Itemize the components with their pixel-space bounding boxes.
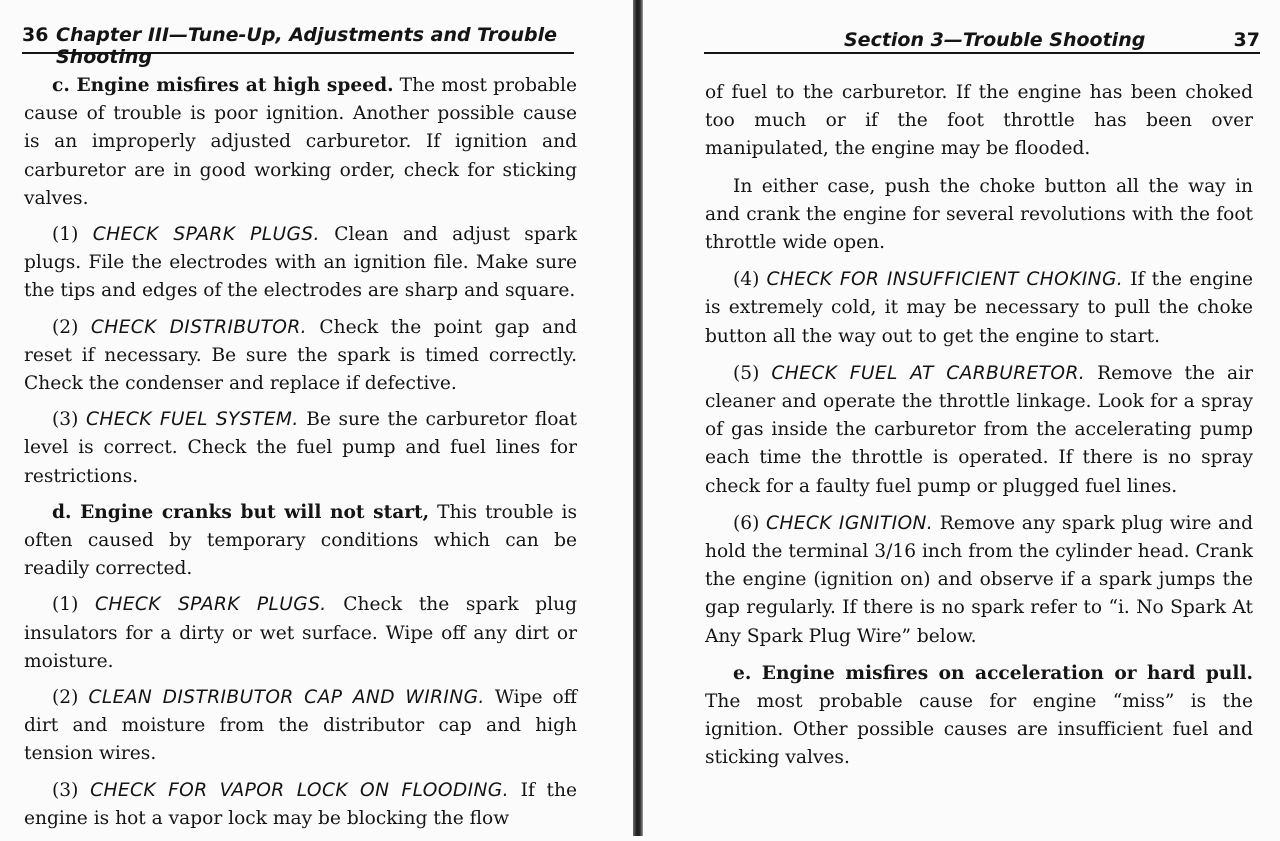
paragraph-text: Remove any spark plug wire and hold the terminal 3/16 inch from the cylinder head. Crank the engine (ignition on) and observe if a spark jumps the gap regularly. If there is no spark refer to “i. No Spark At Any Spark Plug Wire” below.	[705, 512, 1254, 647]
paragraph-d2	[24, 684, 577, 769]
right-page	[644, 0, 1280, 836]
paragraph-c1	[24, 221, 577, 306]
paragraph-lead: e. Engine misfires on acceleration or hard pull.	[733, 662, 1253, 684]
paragraph-text: Check the spark plug insulators for a dirty or wet surface. Wipe off any dirt or moisture.	[24, 594, 577, 672]
paragraph-text: This trouble is often caused by temporary conditions which can be readily corrected.	[24, 501, 578, 580]
paragraph-text: The most probable cause for engine “miss” is the ignition. Other possible causes are insufficient fuel and sticking valves.	[705, 691, 1253, 769]
item-number: (3)	[52, 409, 79, 431]
right-running-header	[704, 18, 1260, 54]
left-running-header	[22, 18, 574, 68]
paragraph-text: Clean and adjust spark plugs. File the electrodes with an ignition file. Make sure the tips and edges of the electrodes are sharp and square.	[24, 224, 577, 302]
item-heading: CHECK FOR INSUFFICIENT CHOKING.	[766, 269, 1124, 291]
paragraph-continued: of fuel to the carburetor. If the engine has been choked too much or if the foot throttle has been over manipulated, the engine may be flooded.	[705, 82, 1253, 160]
paragraph-text: The most probable cause of trouble is poor ignition. Another possible cause is an improperly adjusted carburetor. If ignition and carburetor are in good working order, check for sticking valves.	[24, 75, 577, 209]
item-heading: CHECK IGNITION.	[766, 512, 934, 534]
paragraph-d6	[705, 510, 1253, 651]
paragraph-d3	[24, 777, 577, 833]
paragraph-lead: d. Engine cranks but will not start,	[52, 501, 430, 523]
paragraph-lead: c. Engine misfires at high speed.	[52, 75, 394, 96]
book-gutter	[633, 0, 643, 836]
item-heading: CHECK FUEL SYSTEM.	[85, 409, 299, 431]
item-number: (5)	[733, 362, 760, 384]
item-number: (3)	[52, 779, 79, 801]
paragraph-choke: In either case, push the choke button all the way in and crank the engine for several revolutions with the foot throttle wide open.	[705, 175, 1253, 254]
item-heading: CHECK DISTRIBUTOR.	[90, 316, 307, 338]
running-head: Chapter III—Tune-Up, Adjustments and Trouble Shooting	[56, 24, 558, 68]
item-heading: CHECK SPARK PLUGS.	[92, 224, 320, 246]
item-heading: CHECK SPARK PLUGS.	[95, 594, 327, 616]
paragraph-text: If the engine is hot a vapor lock may be blocking the flow	[24, 779, 578, 829]
item-heading: CHECK FOR VAPOR LOCK ON FLOODING.	[90, 779, 509, 801]
paragraph-text: If the engine is extremely cold, it may be necessary to pull the choke button all the way out to get the engine to start.	[705, 269, 1254, 347]
paragraph-d1	[24, 591, 577, 676]
paragraph-text: Be sure the carburetor float level is correct. Check the fuel pump and fuel lines for restrictions.	[24, 409, 577, 487]
item-number: (2)	[52, 316, 79, 338]
left-page-body	[24, 72, 577, 841]
paragraph-text: Remove the air cleaner and operate the throttle linkage. Look for a spray of gas inside the carburetor from the accelerating pump each time the throttle is operated. If there is no spray check for a faulty fuel pump or plugged fuel lines.	[705, 362, 1253, 497]
item-number: (2)	[52, 687, 79, 709]
paragraph-c3	[24, 406, 577, 491]
paragraph-d4	[705, 266, 1253, 351]
item-number: (1)	[52, 594, 79, 616]
item-number: (6)	[733, 512, 760, 534]
paragraph-text: Check the point gap and reset if necessary. Be sure the spark is timed correctly. Check the condenser and replace if defective.	[24, 316, 577, 395]
left-page	[0, 0, 636, 836]
paragraph-c	[24, 72, 577, 213]
item-heading: CHECK FUEL AT CARBURETOR.	[771, 362, 1086, 384]
item-number: (1)	[52, 224, 79, 246]
right-page-body	[705, 79, 1253, 782]
paragraph-d	[24, 499, 577, 584]
page-number: 37	[1233, 29, 1260, 51]
paragraph-c2	[24, 314, 577, 399]
page-number: 36	[22, 24, 49, 46]
item-heading: CLEAN DISTRIBUTOR CAP AND WIRING.	[88, 687, 485, 709]
running-head: Section 3—Trouble Shooting	[844, 29, 1146, 51]
paragraph-d5	[705, 360, 1253, 501]
paragraph-text: Wipe off dirt and moisture from the distributor cap and high tension wires.	[24, 687, 577, 765]
item-number: (4)	[733, 269, 760, 291]
paragraph-e	[705, 660, 1253, 773]
